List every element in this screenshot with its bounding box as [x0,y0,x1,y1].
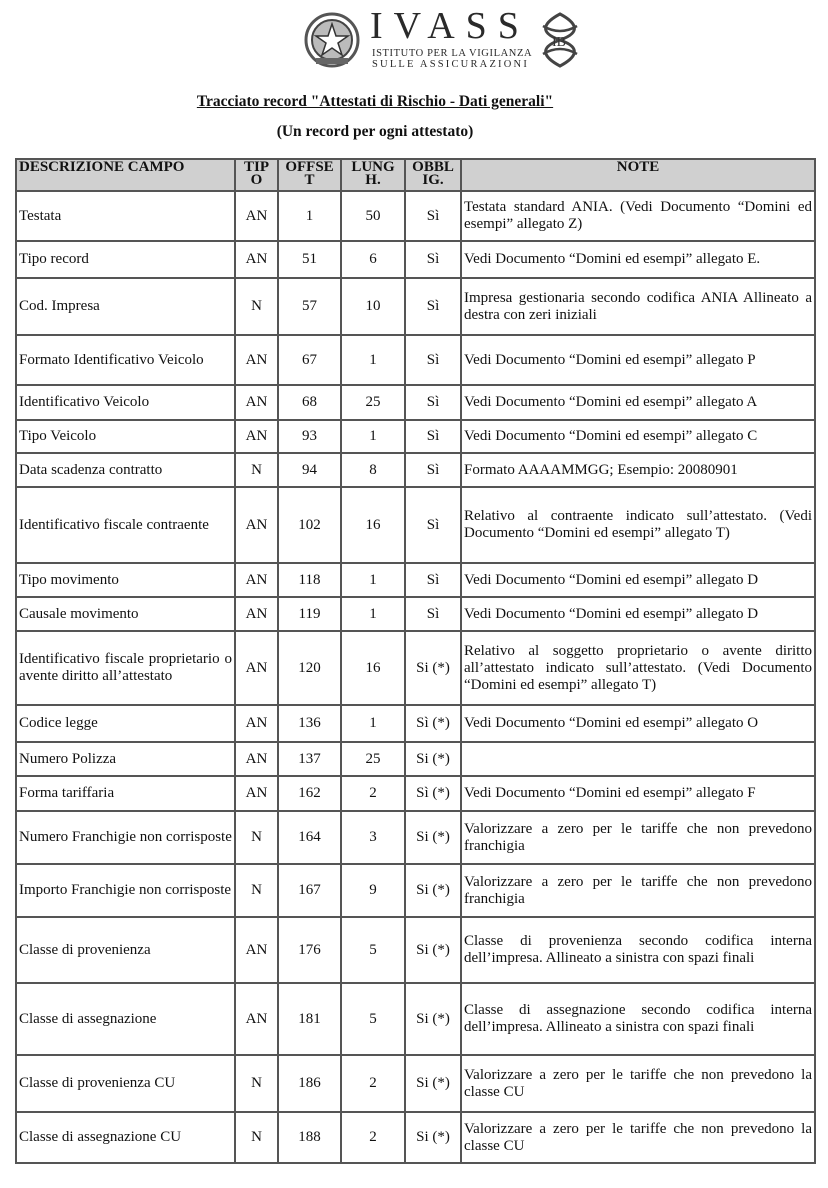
cell-obbligatorio: Si (*) [405,983,461,1055]
cell-note: Valorizzare a zero per le tariffe che non prevedono franchigia [461,864,815,917]
cell-tipo: N [235,453,278,487]
table-row [16,917,815,983]
cell-lunghezza: 9 [341,864,405,917]
cell-offset: 93 [278,420,341,453]
table-row [16,1055,815,1112]
cell-obbligatorio: Sì [405,597,461,631]
cell-obbligatorio: Sì [405,191,461,241]
cell-note: Vedi Documento “Domini ed esempi” allegato O [461,705,815,742]
column-header-lunghezza: LUNG H. [341,159,405,191]
cell-lunghezza: 5 [341,917,405,983]
cell-descrizione: Formato Identificativo Veicolo [16,335,235,385]
cell-obbligatorio: Si (*) [405,811,461,864]
cell-tipo: AN [235,705,278,742]
cell-note [461,742,815,776]
cell-descrizione: Numero Polizza [16,742,235,776]
cell-note: Classe di assegnazione secondo codifica interna dell’impresa. Allineato a sinistra con spazi finali [461,983,815,1055]
cell-obbligatorio: Si (*) [405,917,461,983]
cell-tipo: N [235,1055,278,1112]
cell-offset: 136 [278,705,341,742]
cell-descrizione: Causale movimento [16,597,235,631]
cell-descrizione: Forma tariffaria [16,776,235,811]
cell-lunghezza: 10 [341,278,405,335]
cell-offset: 181 [278,983,341,1055]
logo-subtitle-line1: ISTITUTO PER LA VIGILANZA [372,48,533,59]
cell-tipo: AN [235,983,278,1055]
cell-descrizione: Identificativo fiscale proprietario o avente diritto all’attestato [16,631,235,705]
ivass-logo [300,5,590,70]
logo-subtitle-line2: SULLE ASSICURAZIONI [372,59,530,70]
cell-tipo: AN [235,742,278,776]
table-row [16,864,815,917]
cell-offset: 57 [278,278,341,335]
table-row [16,241,815,278]
table-row [16,983,815,1055]
cell-offset: 94 [278,453,341,487]
cell-descrizione: Classe di assegnazione [16,983,235,1055]
cell-lunghezza: 5 [341,983,405,1055]
cell-descrizione: Tipo movimento [16,563,235,597]
cell-descrizione: Tipo record [16,241,235,278]
cell-note: Formato AAAAMMGG; Esempio: 20080901 [461,453,815,487]
cell-descrizione: Numero Franchigie non corrisposte [16,811,235,864]
cell-descrizione: Identificativo fiscale contraente [16,487,235,563]
cell-tipo: AN [235,241,278,278]
cell-descrizione: Classe di assegnazione CU [16,1112,235,1163]
cell-obbligatorio: Si (*) [405,1112,461,1163]
logo-wordmark: IVASS [370,5,530,47]
cell-note: Vedi Documento “Domini ed esempi” allegato F [461,776,815,811]
column-header-tipo: TIP O [235,159,278,191]
cell-offset: 118 [278,563,341,597]
cell-note: Relativo al soggetto proprietario o avente diritto all’attestato indicato sull’attestato. (Vedi Documento “Domini ed esempi” allegato T) [461,631,815,705]
cell-tipo: AN [235,563,278,597]
cell-obbligatorio: Sì [405,335,461,385]
cell-tipo: AN [235,631,278,705]
banca-italia-monogram-icon [535,12,585,68]
cell-offset: 176 [278,917,341,983]
cell-tipo: AN [235,597,278,631]
cell-note: Vedi Documento “Domini ed esempi” allegato D [461,563,815,597]
cell-tipo: N [235,278,278,335]
cell-note: Testata standard ANIA. (Vedi Documento “Domini ed esempi” allegato Z) [461,191,815,241]
record-layout-table [15,158,816,1164]
table-row [16,453,815,487]
cell-lunghezza: 1 [341,335,405,385]
cell-obbligatorio: Sì [405,385,461,420]
cell-lunghezza: 6 [341,241,405,278]
table-row [16,191,815,241]
cell-note: Vedi Documento “Domini ed esempi” allegato P [461,335,815,385]
cell-lunghezza: 25 [341,385,405,420]
cell-descrizione: Importo Franchigie non corrisposte [16,864,235,917]
cell-tipo: AN [235,776,278,811]
italian-republic-emblem-icon [302,10,362,70]
document-title: Tracciato record "Attestati di Rischio - Dati generali" [196,93,554,110]
cell-offset: 137 [278,742,341,776]
cell-obbligatorio: Sì [405,278,461,335]
cell-offset: 186 [278,1055,341,1112]
cell-tipo: AN [235,917,278,983]
cell-lunghezza: 1 [341,563,405,597]
cell-lunghezza: 3 [341,811,405,864]
cell-obbligatorio: Si (*) [405,1055,461,1112]
cell-tipo: AN [235,191,278,241]
table-row [16,385,815,420]
cell-obbligatorio: Si (*) [405,742,461,776]
cell-tipo: N [235,864,278,917]
cell-obbligatorio: Si (*) [405,864,461,917]
column-header-note: NOTE [461,159,815,191]
cell-obbligatorio: Si (*) [405,631,461,705]
cell-obbligatorio: Sì [405,241,461,278]
cell-descrizione: Data scadenza contratto [16,453,235,487]
cell-tipo: AN [235,487,278,563]
table-row [16,487,815,563]
table-row [16,705,815,742]
table-row [16,1112,815,1163]
cell-offset: 120 [278,631,341,705]
table-row [16,335,815,385]
cell-lunghezza: 16 [341,487,405,563]
cell-obbligatorio: Sì [405,487,461,563]
table-row [16,776,815,811]
cell-lunghezza: 1 [341,597,405,631]
cell-offset: 67 [278,335,341,385]
cell-tipo: N [235,811,278,864]
cell-obbligatorio: Sì (*) [405,776,461,811]
cell-tipo: AN [235,420,278,453]
cell-offset: 119 [278,597,341,631]
table-row [16,631,815,705]
table-row [16,563,815,597]
cell-note: Impresa gestionaria secondo codifica ANIA Allineato a destra con zeri iniziali [461,278,815,335]
column-header-offset: OFFSE T [278,159,341,191]
cell-lunghezza: 50 [341,191,405,241]
cell-descrizione: Identificativo Veicolo [16,385,235,420]
table-row [16,420,815,453]
cell-offset: 102 [278,487,341,563]
cell-note: Classe di provenienza secondo codifica interna dell’impresa. Allineato a sinistra con spazi finali [461,917,815,983]
cell-offset: 162 [278,776,341,811]
cell-tipo: AN [235,385,278,420]
document-subtitle: (Un record per ogni attestato) [276,123,474,140]
cell-descrizione: Testata [16,191,235,241]
cell-lunghezza: 1 [341,420,405,453]
cell-descrizione: Classe di provenienza [16,917,235,983]
cell-obbligatorio: Sì [405,420,461,453]
cell-note: Valorizzare a zero per le tariffe che non prevedono la classe CU [461,1112,815,1163]
table-header-row [16,159,815,191]
column-header-descrizione: DESCRIZIONE CAMPO [16,159,235,191]
cell-offset: 167 [278,864,341,917]
cell-offset: 51 [278,241,341,278]
cell-lunghezza: 2 [341,776,405,811]
cell-offset: 164 [278,811,341,864]
cell-note: Vedi Documento “Domini ed esempi” allegato D [461,597,815,631]
cell-lunghezza: 2 [341,1112,405,1163]
table-row [16,597,815,631]
svg-text:IB: IB [552,35,566,50]
column-header-obbligatorio: OBBL IG. [405,159,461,191]
cell-tipo: AN [235,335,278,385]
cell-tipo: N [235,1112,278,1163]
cell-lunghezza: 16 [341,631,405,705]
cell-offset: 188 [278,1112,341,1163]
table-row [16,742,815,776]
cell-note: Vedi Documento “Domini ed esempi” allegato A [461,385,815,420]
cell-offset: 68 [278,385,341,420]
cell-note: Vedi Documento “Domini ed esempi” allegato C [461,420,815,453]
cell-note: Valorizzare a zero per le tariffe che non prevedono la classe CU [461,1055,815,1112]
cell-descrizione: Classe di provenienza CU [16,1055,235,1112]
cell-lunghezza: 2 [341,1055,405,1112]
cell-descrizione: Tipo Veicolo [16,420,235,453]
cell-descrizione: Codice legge [16,705,235,742]
cell-obbligatorio: Sì (*) [405,705,461,742]
cell-offset: 1 [278,191,341,241]
cell-obbligatorio: Sì [405,563,461,597]
cell-note: Valorizzare a zero per le tariffe che non prevedono franchigia [461,811,815,864]
cell-note: Relativo al contraente indicato sull’attestato. (Vedi Documento “Domini ed esempi” allegato T) [461,487,815,563]
cell-lunghezza: 8 [341,453,405,487]
cell-lunghezza: 1 [341,705,405,742]
cell-descrizione: Cod. Impresa [16,278,235,335]
cell-note: Vedi Documento “Domini ed esempi” allegato E. [461,241,815,278]
cell-obbligatorio: Sì [405,453,461,487]
cell-lunghezza: 25 [341,742,405,776]
table-row [16,278,815,335]
table-row [16,811,815,864]
